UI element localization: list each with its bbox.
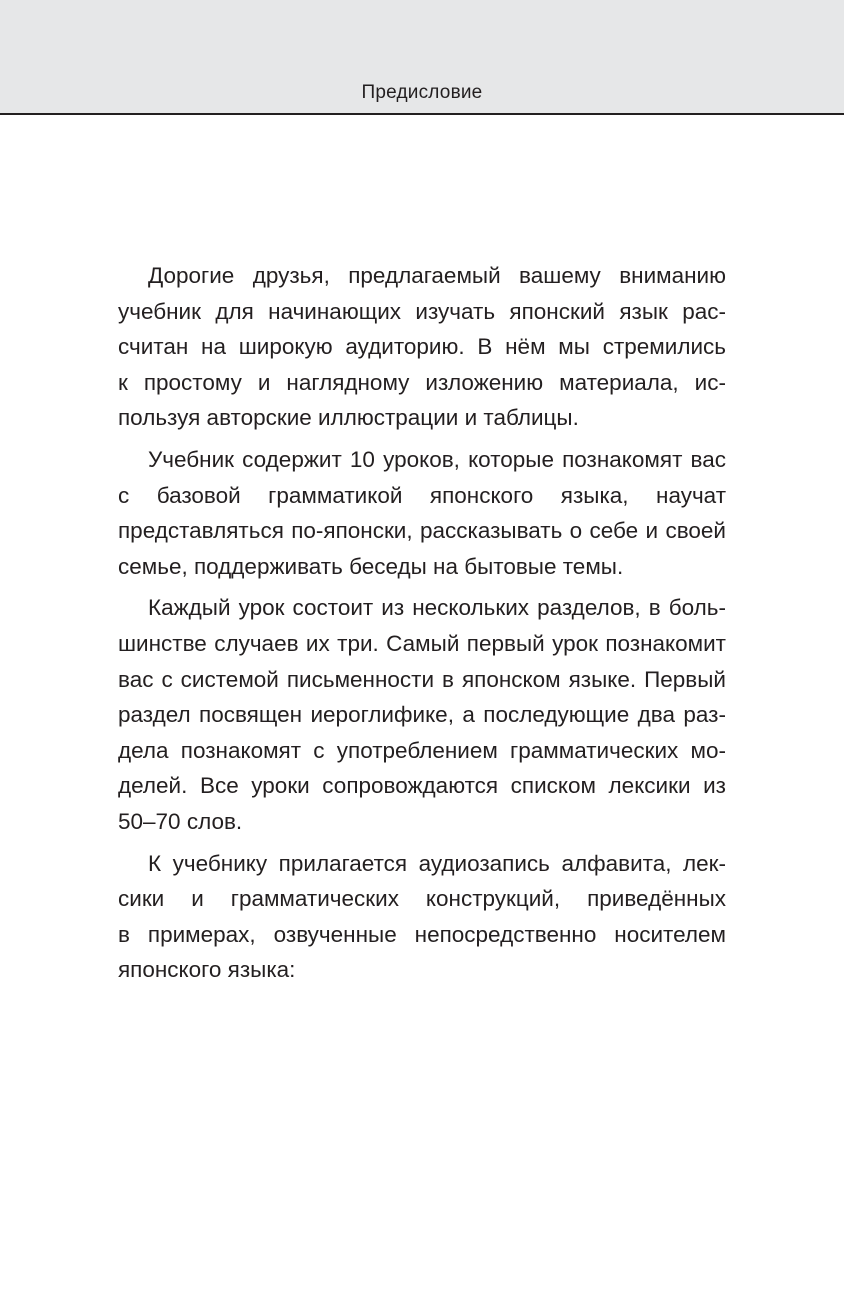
paragraph-audio: К учебнику прилагается аудиозапись алфавита, лексики и грамматических конструкций, приведённых в примерах, озвученные непосредственно носителем японского языка:	[118, 850, 726, 983]
paragraph-structure: Каждый урок состоит из нескольких разделов, в большинстве случаев их три. Самый первый урок познакомит вас с системой письменности в японском языке. Первый раздел посвящен иероглифике, а последующие два раздела познакомят с употреблением грамматических моделей. Все уроки сопровождаются списком лексики из 50–70 слов.	[118, 595, 726, 834]
running-header-title: Предисловие	[361, 82, 483, 103]
paragraph-intro: Дорогие друзья, предлагаемый вашему вниманию учебник для начинающих изучать японский язык рассчитан на широкую аудиторию. В нём мы стремились к простому и наглядному изложению материала, используя авторские иллюстрации и таблицы.	[118, 263, 726, 431]
paragraph-lessons: Учебник содержит 10 уроков, которые познакомят вас с базовой грамматикой японского языка, научат представляться по-японски, рассказывать о себе и своей семье, поддерживать беседы на бытовые темы.	[118, 446, 726, 579]
page-body	[118, 258, 726, 988]
running-header	[0, 0, 844, 115]
